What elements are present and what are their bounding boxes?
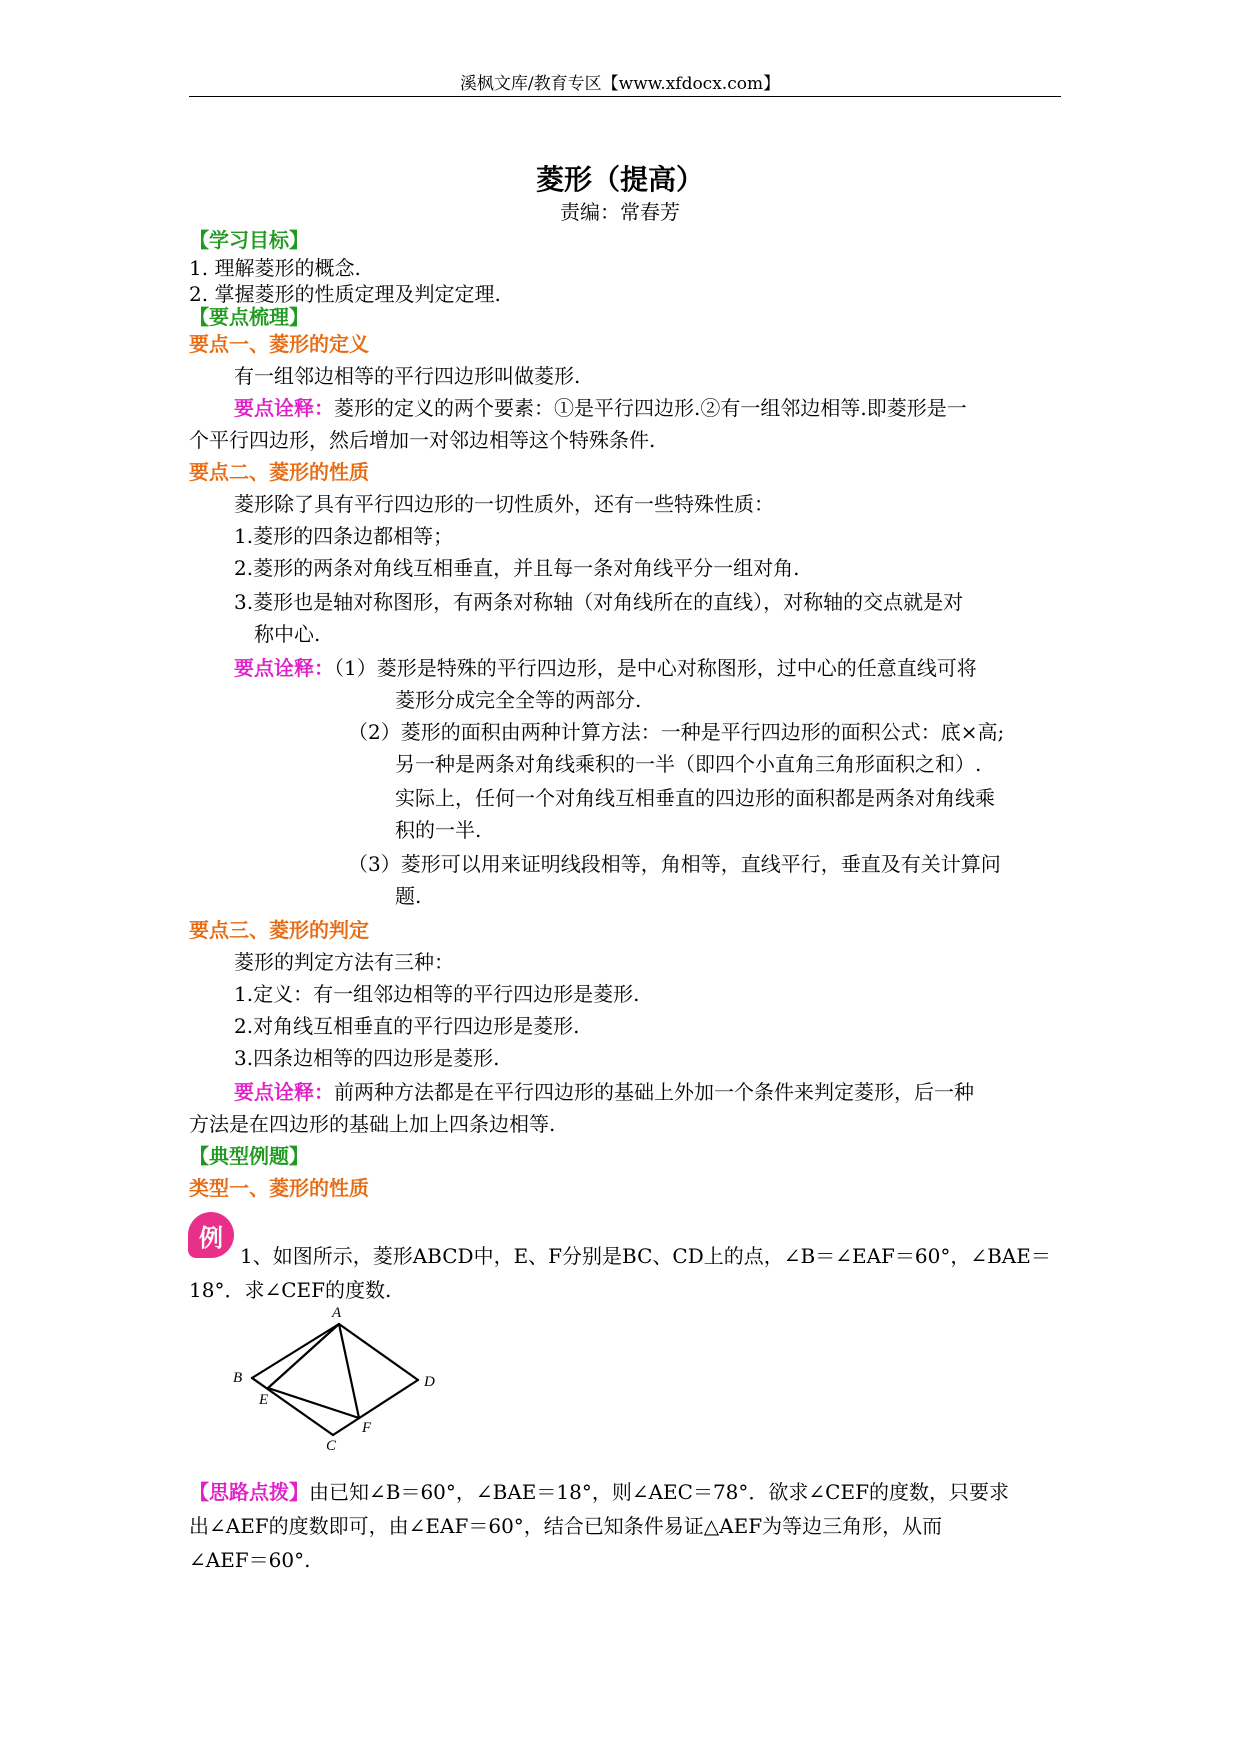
segment-ad [339, 1324, 418, 1380]
point3-note-line2: 方法是在四边形的基础上加上四条边相等. [189, 1112, 556, 1136]
examples-heading: 【典型例题】 [189, 1144, 309, 1168]
point3-intro: 菱形的判定方法有三种： [234, 950, 454, 974]
example1-line1: 1、如图所示，菱形ABCD中，E、F分别是BC、CD上的点，∠B＝∠EAF＝60°，∠BAE＝ [240, 1244, 1051, 1268]
point3-item-2: 2.对角线互相垂直的平行四边形是菱形. [234, 1014, 580, 1038]
point3-note-line1 [234, 1078, 974, 1106]
editor-credit: 责编：常春芳 [560, 200, 680, 224]
point1-note-line2: 个平行四边形，然后增加一对邻边相等这个特殊条件. [189, 428, 656, 452]
point1-note-line1 [234, 394, 967, 422]
point1-heading: 要点一、菱形的定义 [189, 332, 369, 356]
point2-item-3b: 称中心. [254, 622, 321, 646]
header-rule [189, 96, 1061, 97]
point2-note2d: 积的一半. [395, 818, 482, 842]
segment-af [339, 1324, 359, 1418]
point2-note1b: 菱形分成完全全等的两部分. [395, 688, 642, 712]
label-e: E [259, 1392, 269, 1408]
label-a: A [332, 1305, 342, 1321]
goal-item-1: 1. 理解菱形的概念. [189, 256, 361, 280]
example-badge-icon: 例 [188, 1212, 234, 1258]
point2-item-3a: 3.菱形也是轴对称图形，有两条对称轴（对角线所在的直线），对称轴的交点就是对 [234, 590, 964, 614]
point2-note3b: 题. [395, 884, 422, 908]
point2-item-2: 2.菱形的两条对角线互相垂直，并且每一条对角线平分一组对角. [234, 556, 800, 580]
hint-line3: ∠AEF＝60°. [189, 1548, 311, 1572]
point2-heading: 要点二、菱形的性质 [189, 460, 369, 484]
point1-definition: 有一组邻边相等的平行四边形叫做菱形. [234, 364, 581, 388]
point2-item-1: 1.菱形的四条边都相等； [234, 524, 454, 548]
label-f: F [362, 1420, 372, 1436]
point2-note2a: （2）菱形的面积由两种计算方法：一种是平行四边形的面积公式：底×高; [348, 720, 1005, 744]
note-label: 要点诠释： [234, 1080, 334, 1104]
segment-dc [333, 1380, 418, 1435]
label-c: C [326, 1438, 337, 1450]
hint-line1 [189, 1478, 1009, 1506]
hint-label: 【思路点拨】 [189, 1480, 309, 1504]
segment-ef [268, 1388, 359, 1418]
point2-note2c: 实际上，任何一个对角线互相垂直的四边形的面积都是两条对角线乘 [395, 786, 995, 810]
goals-heading: 【学习目标】 [189, 228, 309, 252]
note-label: 要点诠释： [234, 396, 334, 420]
label-d: D [424, 1374, 435, 1390]
point2-intro: 菱形除了具有平行四边形的一切性质外，还有一些特殊性质： [234, 492, 774, 516]
rhombus-figure [225, 1300, 445, 1450]
segment-ae [268, 1324, 339, 1388]
point3-heading: 要点三、菱形的判定 [189, 918, 369, 942]
goal-item-2: 2. 掌握菱形的性质定理及判定定理. [189, 282, 501, 306]
page-header: 溪枫文库/教育专区【www.xfdocx.com】 [459, 74, 781, 94]
hint-text: 由已知∠B＝60°，∠BAE＝18°，则∠AEC＝78°．欲求∠CEF的度数，只要求 [309, 1480, 1009, 1504]
segment-ab [252, 1324, 339, 1378]
label-b: B [233, 1370, 243, 1386]
type1-heading: 类型一、菱形的性质 [189, 1176, 369, 1200]
note-text: 菱形的定义的两个要素：①是平行四边形.②有一组邻边相等.即菱形是一 [334, 396, 967, 420]
point2-note2b: 另一种是两条对角线乘积的一半（即四个小直角三角形面积之和）. [395, 752, 982, 776]
point2-note1a [234, 654, 977, 682]
point2-note3a: （3）菱形可以用来证明线段相等，角相等，直线平行，垂直及有关计算问 [348, 852, 1001, 876]
point3-item-3: 3.四条边相等的四边形是菱形. [234, 1046, 500, 1070]
example1-line2: 18°．求∠CEF的度数. [189, 1278, 392, 1302]
note-text: 前两种方法都是在平行四边形的基础上外加一个条件来判定菱形，后一种 [334, 1080, 974, 1104]
point3-item-1: 1.定义：有一组邻边相等的平行四边形是菱形. [234, 982, 640, 1006]
document-title: 菱形（提高） [535, 163, 704, 196]
note-label: 要点诠释： [234, 656, 334, 680]
points-heading: 【要点梳理】 [189, 305, 309, 329]
note-text: （1）菱形是特殊的平行四边形，是中心对称图形，过中心的任意直线可将 [334, 656, 977, 680]
hint-line2: 出∠AEF的度数即可，由∠EAF＝60°，结合已知条件易证△AEF为等边三角形，从而 [189, 1514, 943, 1538]
